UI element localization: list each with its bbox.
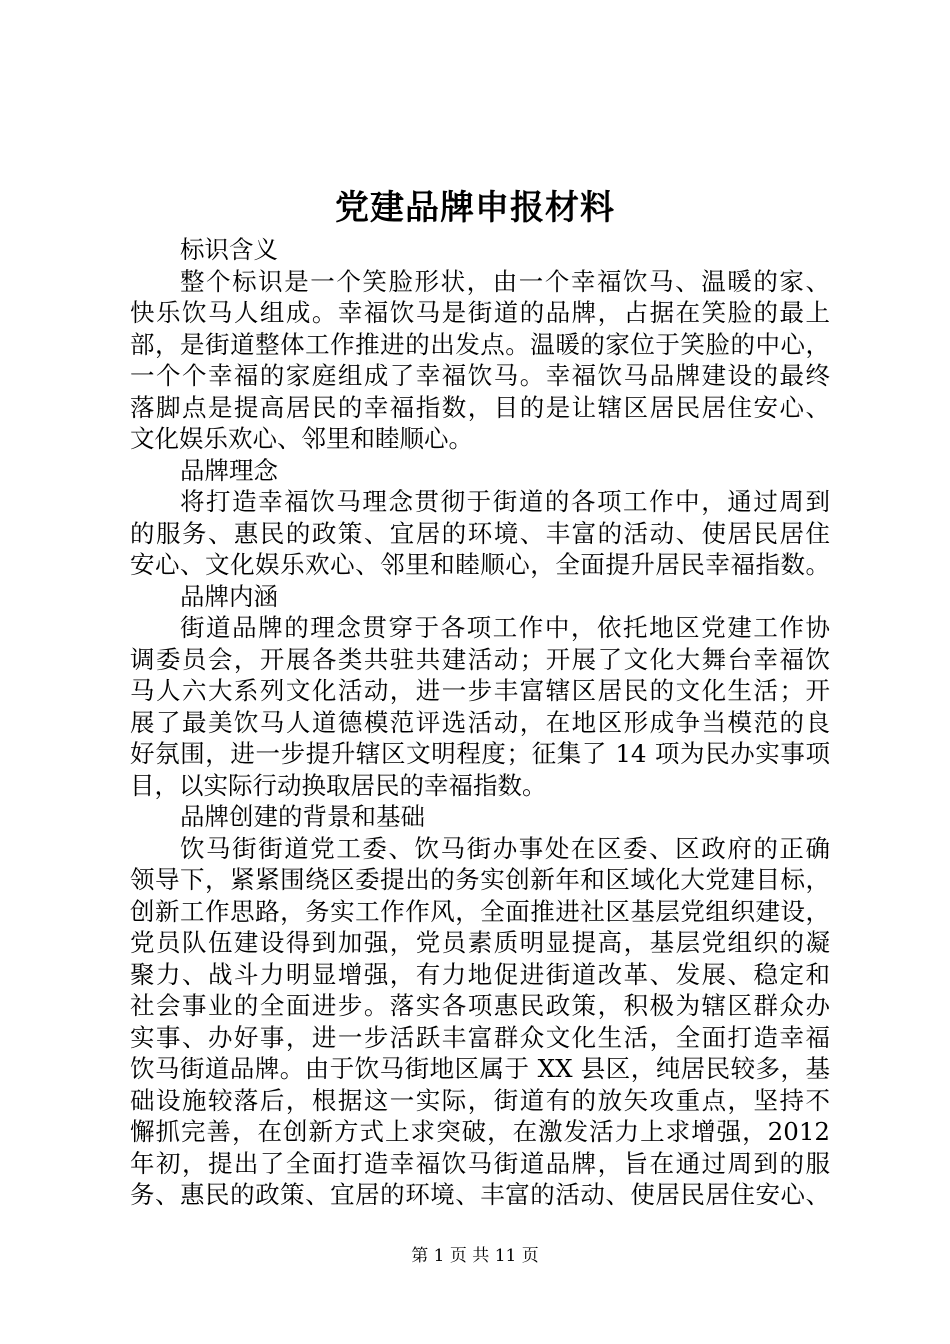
text-line: 一个个幸福的家庭组成了幸福饮马。幸福饮马品牌建设的最终 <box>130 361 830 390</box>
text-line: 领导下，紧紧围绕区委提出的务实创新年和区域化大党建目标， <box>130 865 830 894</box>
text-line: 懈抓完善，在创新方式上求突破，在激发活力上求增强，2012 <box>130 1117 830 1146</box>
text-line: 党员队伍建设得到加强，党员素质明显提高，基层党组织的凝 <box>130 928 830 957</box>
text-line: 年初，提出了全面打造幸福饮马街道品牌，旨在通过周到的服 <box>130 1148 830 1178</box>
text-line: 文化娱乐欢心、邻里和睦顺心。 <box>130 424 473 453</box>
text-line: 落脚点是提高居民的幸福指数，目的是让辖区居民居住安心、 <box>130 392 830 422</box>
text-line: 的服务、惠民的政策、宜居的环境、丰富的活动、使居民居住 <box>130 518 830 548</box>
text-line: 调委员会，开展各类共驻共建活动；开展了文化大舞台幸福饮 <box>130 644 830 674</box>
text-line: 实事、办好事，进一步活跃丰富群众文化生活，全面打造幸福 <box>130 1022 830 1052</box>
text-line: 好氛围，进一步提升辖区文明程度；征集了 14 项为民办实事项 <box>130 739 830 768</box>
text-line: 整个标识是一个笑脸形状，由一个幸福饮马、温暖的家、 <box>180 266 830 296</box>
text-line: 展了最美饮马人道德模范评选活动，在地区形成争当模范的良 <box>130 707 830 737</box>
text-line: 将打造幸福饮马理念贯彻于街道的各项工作中，通过周到 <box>180 487 830 516</box>
text-line: 目，以实际行动换取居民的幸福指数。 <box>130 770 547 800</box>
text-line: 安心、文化娱乐欢心、邻里和睦顺心，全面提升居民幸福指数。 <box>130 550 830 579</box>
text-line: 标识含义 <box>180 235 278 264</box>
document-body <box>130 234 830 1211</box>
text-line: 础设施较落后，根据这一实际，街道有的放矢攻重点，坚持不 <box>130 1085 830 1115</box>
text-line: 社会事业的全面进步。落实各项惠民政策，积极为辖区群众办 <box>130 991 830 1020</box>
text-line: 创新工作思路，务实工作作风，全面推进社区基层党组织建设， <box>130 896 830 926</box>
document-title: 党建品牌申报材料 <box>335 188 615 228</box>
text-line: 饮马街街道党工委、饮马街办事处在区委、区政府的正确 <box>180 833 830 863</box>
text-line: 聚力、战斗力明显增强，有力地促进街道改革、发展、稳定和 <box>130 959 830 989</box>
text-line: 部，是街道整体工作推进的出发点。温暖的家位于笑脸的中心， <box>130 329 830 359</box>
page-footer: 第 1 页 共 11 页 <box>411 1246 539 1266</box>
text-line: 品牌内涵 <box>180 581 278 611</box>
text-line: 街道品牌的理念贯穿于各项工作中，依托地区党建工作协 <box>180 613 830 642</box>
text-line: 快乐饮马人组成。幸福饮马是街道的品牌，占据在笑脸的最上 <box>130 298 830 327</box>
text-line: 品牌创建的背景和基础 <box>180 802 425 831</box>
text-line: 品牌理念 <box>180 455 278 485</box>
text-line: 马人六大系列文化活动，进一步丰富辖区居民的文化生活；开 <box>130 676 830 705</box>
text-line: 务、惠民的政策、宜居的环境、丰富的活动、使居民居住安心、 <box>130 1180 830 1209</box>
text-line: 饮马街道品牌。由于饮马街地区属于 XX 县区，纯居民较多，基 <box>130 1054 830 1083</box>
